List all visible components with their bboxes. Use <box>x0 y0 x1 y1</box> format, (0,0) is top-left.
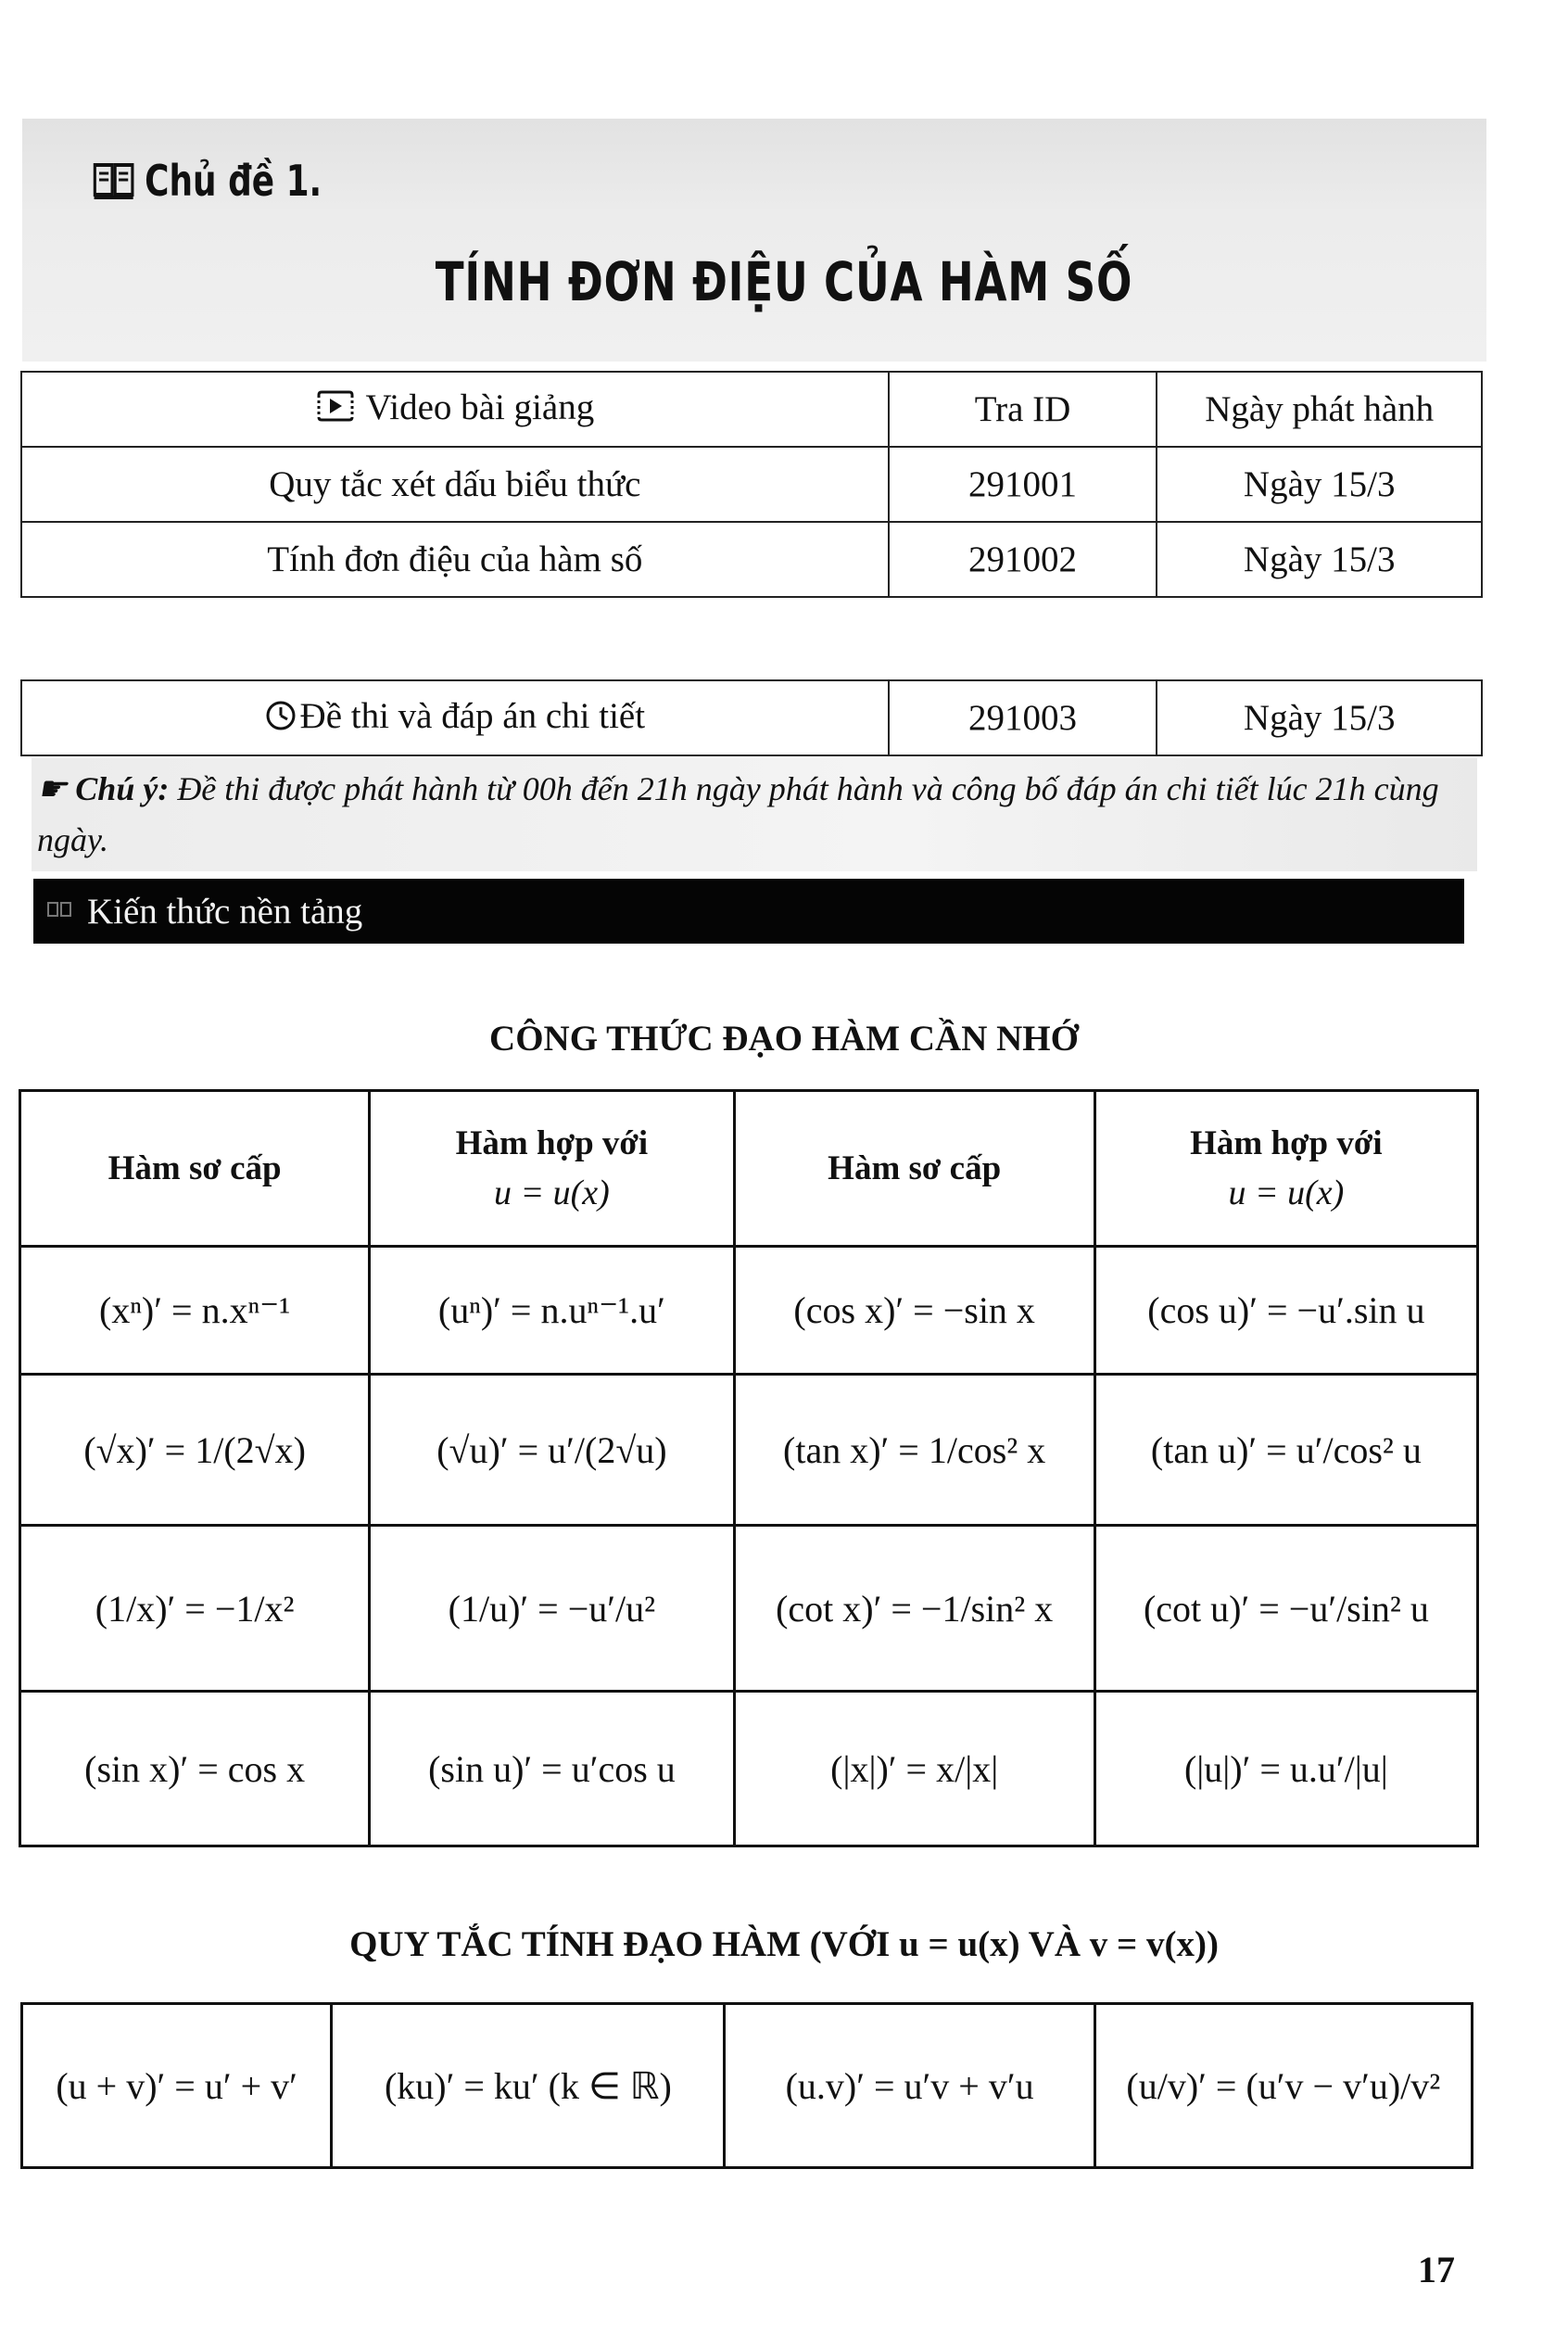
clock-icon <box>265 699 297 741</box>
rule-cell: (ku)′ = ku′ (k ∈ ℝ) <box>332 2004 725 2168</box>
play-video-icon <box>315 389 356 432</box>
formula-cell: (√x)′ = 1/(2√x) <box>20 1375 370 1526</box>
exam-id-cell: 291003 <box>889 680 1157 755</box>
video-id-cell: 291001 <box>889 447 1157 522</box>
header-elementary: Hàm sơ cấp <box>734 1091 1094 1247</box>
chapter-label: Chủ đề 1. <box>145 156 322 206</box>
table-row <box>22 2004 1473 2168</box>
formula-cell: (|u|)′ = u.u′/|u| <box>1094 1692 1477 1846</box>
header-elementary: Hàm sơ cấp <box>20 1091 370 1247</box>
video-title-cell: Tính đơn điệu của hàm số <box>21 522 889 597</box>
video-table <box>20 371 1483 598</box>
formula-cell: (sin u)′ = u′cos u <box>370 1692 734 1846</box>
table-row <box>21 680 1482 755</box>
exam-title-cell: Đề thi và đáp án chi tiết <box>21 680 889 755</box>
header-composite: Hàm hợp với u = u(x) <box>1094 1091 1477 1247</box>
book-icon <box>93 161 134 200</box>
rules-title: QUY TẮC TÍNH ĐẠO HÀM (VỚI u = u(x) VÀ v = v(x)) <box>349 1924 1219 1964</box>
page-title: TÍNH ĐƠN ĐIỆU CỦA HÀM SỐ <box>435 250 1133 313</box>
rule-cell: (u/v)′ = (u′v − v′u)/v² <box>1094 2004 1472 2168</box>
formula-cell: (uⁿ)′ = n.uⁿ⁻¹.u′ <box>370 1247 734 1375</box>
table-row <box>20 1526 1478 1692</box>
formula-cell: (cot x)′ = −1/sin² x <box>734 1526 1094 1692</box>
table-row <box>20 1375 1478 1526</box>
page-number: 17 <box>1418 2249 1455 2290</box>
table-row <box>20 1692 1478 1846</box>
formula-cell: (|x|)′ = x/|x| <box>734 1692 1094 1846</box>
date-header-cell: Ngày phát hành <box>1157 372 1482 447</box>
formula-cell: (tan x)′ = 1/cos² x <box>734 1375 1094 1526</box>
formula-cell: (tan u)′ = u′/cos² u <box>1094 1375 1477 1526</box>
id-header-cell: Tra ID <box>889 372 1157 447</box>
video-date-cell: Ngày 15/3 <box>1157 522 1482 597</box>
rule-cell: (u + v)′ = u′ + v′ <box>22 2004 332 2168</box>
table-row <box>21 447 1482 522</box>
chapter-heading <box>93 153 322 209</box>
header-composite: Hàm hợp với u = u(x) <box>370 1091 734 1247</box>
section-band <box>33 879 1464 944</box>
table-row <box>21 372 1482 447</box>
section-band-label: Kiến thức nền tảng <box>87 891 363 932</box>
rule-cell: (u.v)′ = u′v + v′u <box>725 2004 1094 2168</box>
formula-cell: (1/u)′ = −u′/u² <box>370 1526 734 1692</box>
formula-cell: (xⁿ)′ = n.xⁿ⁻¹ <box>20 1247 370 1375</box>
note-text: Đề thi được phát hành từ 00h đến 21h ngày phát hành và công bố đáp án chi tiết lúc 21h cùng ngày. <box>37 770 1439 858</box>
section-icon <box>46 891 74 932</box>
formula-cell: (cos x)′ = −sin x <box>734 1247 1094 1375</box>
note-box <box>32 758 1477 871</box>
formula-cell: (sin x)′ = cos x <box>20 1692 370 1846</box>
note-label: Chú ý: <box>75 770 170 807</box>
formulas-title: CÔNG THỨC ĐẠO HÀM CẦN NHỚ <box>489 1019 1079 1059</box>
exam-date-cell: Ngày 15/3 <box>1157 680 1482 755</box>
video-title-cell: Quy tắc xét dấu biểu thức <box>21 447 889 522</box>
table-row <box>20 1247 1478 1375</box>
formula-cell: (cos u)′ = −u′.sin u <box>1094 1247 1477 1375</box>
formula-cell: (1/x)′ = −1/x² <box>20 1526 370 1692</box>
video-date-cell: Ngày 15/3 <box>1157 447 1482 522</box>
formula-cell: (cot u)′ = −u′/sin² u <box>1094 1526 1477 1692</box>
table-row <box>21 522 1482 597</box>
video-id-cell: 291002 <box>889 522 1157 597</box>
derivative-table <box>19 1089 1479 1847</box>
formula-cell: (√u)′ = u′/(2√u) <box>370 1375 734 1526</box>
exam-table <box>20 679 1483 756</box>
video-header-cell: Video bài giảng <box>21 372 889 447</box>
rules-table <box>20 2002 1473 2169</box>
table-header-row <box>20 1091 1478 1247</box>
pointing-hand-icon: ☛ <box>37 770 68 807</box>
